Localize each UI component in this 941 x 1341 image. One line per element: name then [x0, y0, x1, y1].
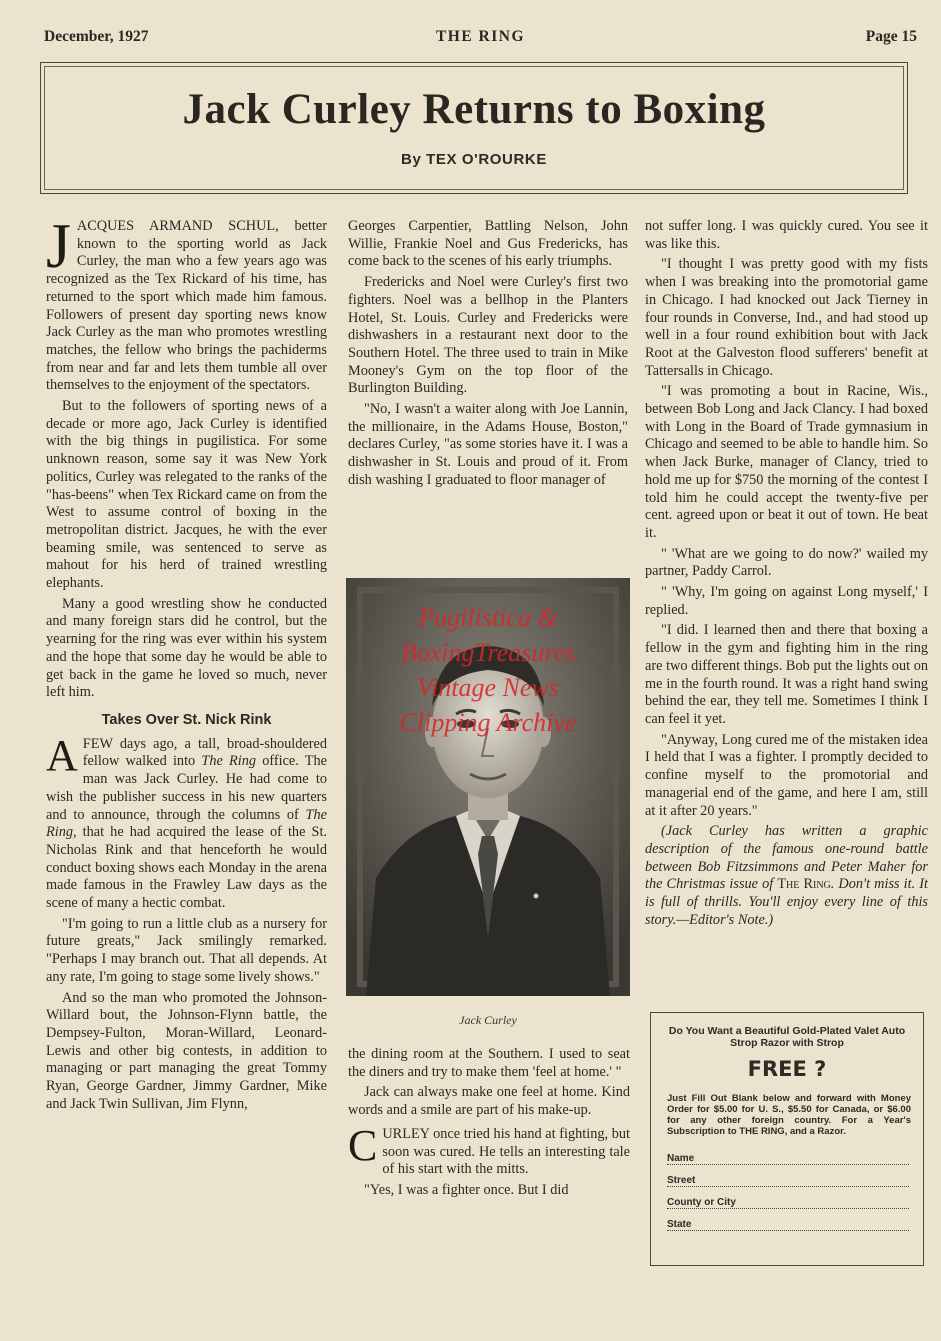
name-field[interactable]: Name [667, 1153, 909, 1167]
watermark-line: Vintage News [417, 673, 559, 702]
article-title: Jack Curley Returns to Boxing [182, 86, 766, 133]
paragraph: "I'm going to run a little club as a nursery for future greats," Jack smilingly remarked. "Perhaps I may branch out. That all depends. At any rate, I'm going to stage some lively shows." [46, 915, 327, 985]
editor-note: (Jack Curley has written a graphic description of the famous one-round battle between Bob Fitzsimmons and Peter Maher for the Christmas issue of The Ring. Don't miss it. It is full of thrills. You'll enjoy every line of this story.—Editor's Note.) [645, 823, 929, 928]
article-byline: By TEX O'ROURKE [401, 151, 547, 168]
county-city-field[interactable]: County or City [667, 1197, 909, 1211]
running-head [44, 28, 917, 50]
paragraph: AFEW days ago, a tall, broad-shouldered fellow walked into The Ring office. The man was Jack Curley. He had come to wish the publisher success in his new quarters and to announce, through the columns of The Ring, that he had acquired the lease of the St. Nicholas Rink and that henceforth he would conduct boxing shows each Monday in the arena made famous in the Frawley Law days as the scene of many a hectic combat. [46, 730, 327, 912]
column-2-top [348, 218, 628, 493]
issue-date: December, 1927 [44, 28, 149, 45]
drop-cap: A [46, 730, 78, 780]
ad-free-label: FREE ? [747, 1057, 827, 1081]
paragraph: CURLEY once tried his hand at fighting, but soon was cured. He tells an interesting tale of his start with the mitts. [348, 1120, 630, 1178]
paragraph: "No, I wasn't a waiter along with Joe Lannin, the millionaire, in the Adams House, Boston," declares Curley, "as some stories have it. I was a dishwasher in St. Louis and proud of it. From dish washing I graduated to floor manager of [348, 401, 628, 488]
column-2-bottom [348, 1046, 630, 1203]
ad-body-text: Just Fill Out Blank below and forward with Money Order for $5.00 for U. S., $5.50 for Canada, or $6.00 for any other foreign country. For a Year's Subscription to THE RING, and a Razor. [667, 1093, 911, 1137]
page-number: Page 15 [865, 28, 917, 45]
drop-cap: J [46, 210, 71, 281]
column-1 [46, 210, 327, 1116]
title-box [40, 62, 908, 194]
paragraph: " 'Why, I'm going on against Long myself,' I replied. [645, 584, 928, 618]
paragraph: "I did. I learned then and there that boxing a fellow in the gym and fighting him in the ring are two different things. Bob put the lights out on me in the fourth round. It was a right hand swing behind the ear, they tell me. Sometimes I think I can feel it yet. [645, 622, 928, 727]
paragraph: But to the followers of sporting news of a decade or more ago, Jack Curley is identified with the big things in pugilistica. For some unknown reason, some say it was New York politics, Curley was relegated to the ranks of the "has-beens" when Tex Rickard came on from the West to assume control of boxing in the metropolitan district. Jacques, he with the ever beaming smile, was sentenced to serve as mahout for his herd of trained wrestling elephants. [46, 398, 327, 592]
photo-caption: Jack Curley [459, 1013, 517, 1027]
magazine-name: THE RING [435, 28, 526, 45]
paragraph: And so the man who promoted the Johnson-Willard bout, the Johnson-Flynn battle, the Dempsey-Fulton, Moran-Willard, Leonard-Lewis and other big contests, in addition to managing or part managing the great Tommy Ryan, George Gardner, Jimmy Gardner, Mike and Jack Twin Sullivan, Jim Flynn, [46, 989, 327, 1112]
paragraph: Georges Carpentier, Battling Nelson, John Willie, Frankie Noel and Gus Fredericks, has come back to the scenes of his early triumphs. [348, 218, 628, 270]
paragraph: " 'What are we going to do now?' wailed my partner, Paddy Carrol. [645, 545, 928, 580]
razor-offer-ad [650, 1012, 924, 1266]
section-subhead: Takes Over St. Nick Rink [101, 711, 272, 728]
column-3 [645, 218, 928, 932]
paragraph: "Yes, I was a fighter once. But I did [364, 1181, 569, 1198]
street-field[interactable]: Street [667, 1175, 909, 1189]
watermark-line: BoxingTreasures [400, 638, 576, 667]
paragraph: "I was promoting a bout in Racine, Wis., between Bob Long and Jack Clancy. I had boxed with Long in the Board of Trade gymnasium in Chicago and seemed to be able to handle him. So when Jack Burke, manager of Clancy, tried to hold me up for $750 the morning of the contest I told him he could accept the twenty-five per cent. agreed upon or beat it out of town. He beat it. [645, 383, 928, 541]
paragraph: Fredericks and Noel were Curley's first two fighters. Noel was a bellhop in the Planters Hotel, St. Louis. Curley and Fredericks were dishwashers in a restaurant next door to the Southern Hotel. The three used to train in Mike Mooney's Gym on the top floor of the Burlington Building. [348, 274, 628, 397]
paragraph: the dining room at the Southern. I used to seat the diners and try to make them 'feel at home.' " [348, 1046, 630, 1080]
paragraph: Many a good wrestling show he conducted and many foreign stars did he control, but the yearning for the ring was ever within his system and the hope that some day he would be able to get back in the game he loved so much, never left him. [46, 595, 327, 701]
state-field[interactable]: State [667, 1219, 909, 1233]
watermark-line: Clipping Archive [399, 708, 577, 737]
portrait-photo [346, 578, 630, 996]
paragraph: "Anyway, Long cured me of the mistaken idea I held that I was a fighter. I promptly decided to confine myself to the promotorial and managerial end of the game, and here I am, still at it after 20 years." [645, 731, 928, 819]
paragraph: not suffer long. I was quickly cured. You see it was like this. [645, 218, 928, 252]
ad-headline: Do You Want a Beautiful Gold-Plated Valet Auto Strop Razor with Strop [668, 1025, 906, 1049]
drop-cap: C [348, 1120, 378, 1170]
paragraph: "I thought I was pretty good with my fists when I was breaking into the promotorial game in Chicago. I had knocked out Jack Tierney in four rounds in Converse, Ind., and had stood up well in a four round exhibition bout with Jack Root at the Galveston flood sufferers' benefit at Tattersalls in Chicago. [645, 256, 928, 379]
portrait-illustration [346, 578, 630, 996]
paragraph: JACQUES ARMAND SCHUL, better known to the sporting world as Jack Curley, the man who a few years ago was recognized as the Tex Rickard of his time, has returned to the sport which made him famous. Followers of present day sporting news know Jack Curley as the man who promotes wrestling matches, the fellow who brings the pachiderms from near and far and lets them tumble all over themselves to the enjoyment of the spectators. [46, 210, 327, 394]
watermark-line: Pugilistica & [418, 603, 558, 632]
paragraph: Jack can always make one feel at home. Kind words and a smile are part of his make-up. [348, 1084, 630, 1119]
